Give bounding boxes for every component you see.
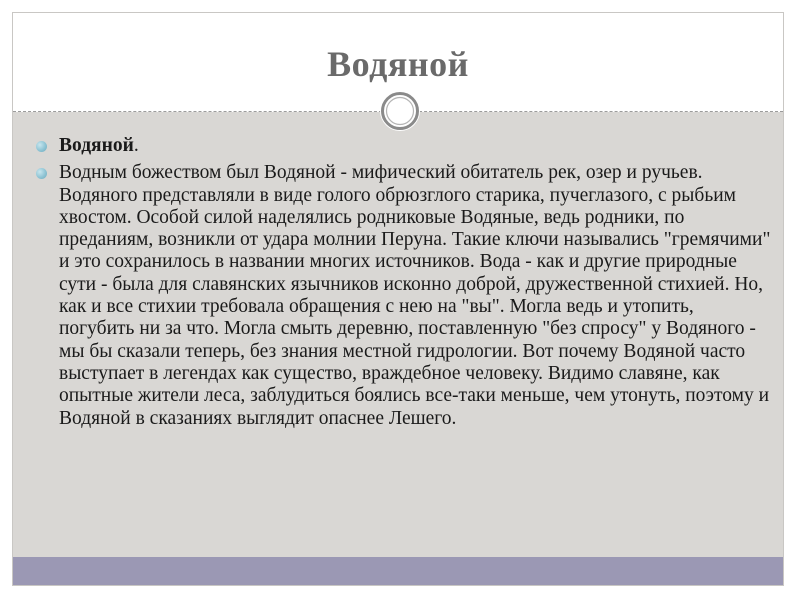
slide — [12, 12, 784, 586]
footer-bar — [13, 557, 783, 585]
slide-title: Водяной — [327, 44, 469, 84]
item-heading: Водяной — [59, 135, 134, 156]
list-item — [35, 135, 773, 157]
item-heading-suffix: . — [133, 135, 139, 156]
bullet-dot-icon — [36, 168, 47, 179]
slide-content — [35, 135, 773, 435]
list-item — [35, 162, 773, 430]
bullet-dot-icon — [36, 141, 47, 152]
ring-ornament-icon — [379, 90, 421, 132]
item-paragraph: Водным божеством был Водяной - мифический обитатель рек, озер и ручьев. Водяного представляли в виде голого обрюзглого старика, пучеглазого, с рыбьим хвостом. Особой силой наделялись родниковые Водяные, ведь родники, по преданиям, возникли от удара молнии Перуна. Такие ключи назывались "гремячими" и это сохранилось в названии многих источников. Вода - как и другие природные сути - была для славянских язычников исконно доброй, дружественной стихией. Но, как и все стихии требовала обращения с нею на "вы". Могла ведь и утопить, погубить ни за что. Могла смыть деревню, поставленную "без спросу" у Водяного - мы бы сказали теперь, без знания местной гидрологии. Вот почему Водяной часто выступает в легендах как существо, враждебное человеку. Видимо славяне, как опытные жители леса, заблудиться боялись все-таки меньше, чем утонуть, поэтому и Водяной в сказаниях выглядит опаснее Лешего. — [59, 162, 771, 429]
